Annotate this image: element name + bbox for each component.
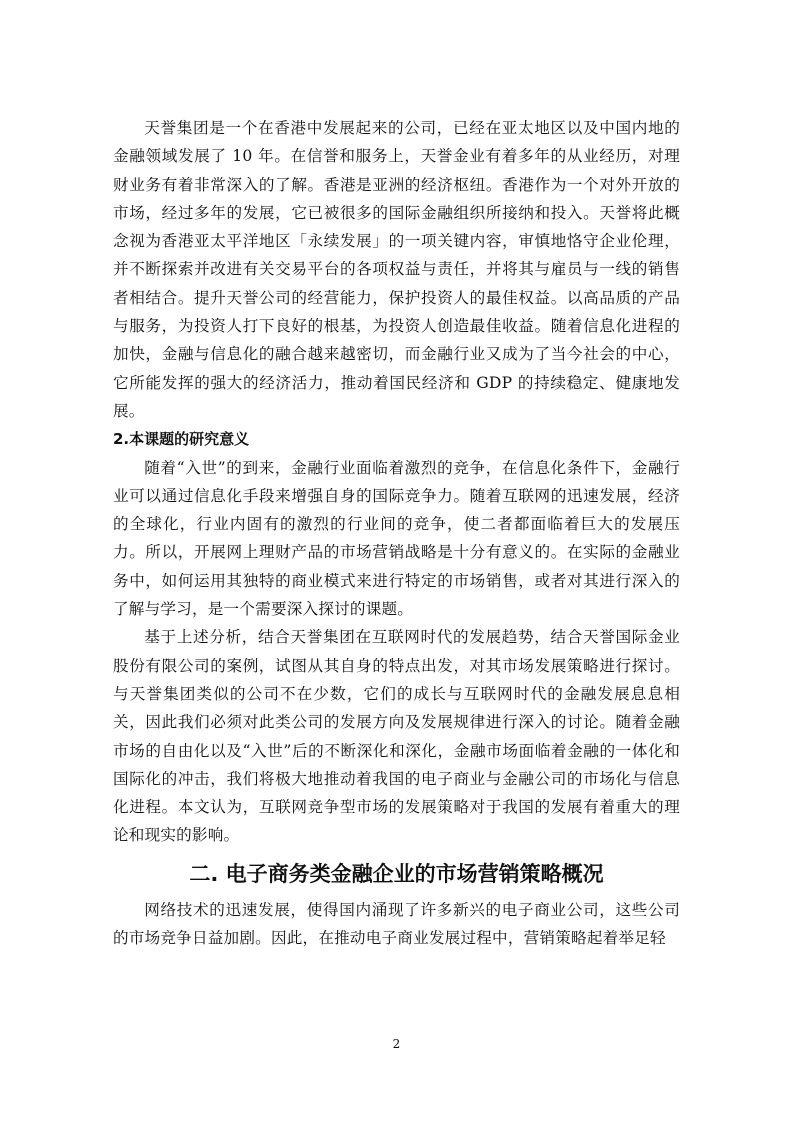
page-number: 2 — [392, 1037, 401, 1051]
document-body — [113, 114, 680, 952]
paragraph-network-technology: 网络技术的迅速发展，使得国内涌现了许多新兴的电子商业公司，这些公司的市场竞争日益加剧。因此，在推动电子商业发展过程中，营销策略起着举足轻 — [113, 900, 680, 948]
paragraph-analysis: 基于上述分析，结合天誉集团在互联网时代的发展趋势，结合天誉国际金业股份有限公司的案例，试图从其自身的特点出发，对其市场发展策略进行探讨。与天誉集团类似的公司不在少数，它们的成长与互联网时代的金融发展息息相关，因此我们必须对此类公司的发展方向及发展规律进行深入的讨论。随着金融市场的自由化以及“入世”后的不断深化和深化，金融市场面临着金融的一体化和国际化的冲击，我们将极大地推动着我国的电子商业与金融公司的市场化与信息化进程。本文认为，互联网竞争型市场的发展策略对于我国的发展有着重大的理论和现实的影响。 — [113, 628, 680, 845]
paragraph-wto-competition: 随着“入世”的到来，金融行业面临着激烈的竞争，在信息化条件下，金融行业可以通过信息化手段来增强自身的国际竞争力。随着互联网的迅速发展，经济的全球化，行业内固有的激烈的行业间的竞争，使二者都面临着巨大的发展压力。所以，开展网上理财产品的市场营销战略是十分有意义的。在实际的金融业务中，如何运用其独特的商业模式来进行特定的市场销售，或者对其进行深入的了解与学习，是一个需要深入探讨的课题。 — [113, 458, 680, 619]
subheading-research-significance: 2.本课题的研究意义 — [113, 430, 250, 449]
section-title-marketing-strategy: 二. 电子商务类金融企业的市场营销策略概况 — [189, 861, 604, 886]
paragraph-company-background: 天誉集团是一个在香港中发展起来的公司，已经在亚太地区以及中国内地的金融领域发展了 10 年。在信誉和服务上，天誉金业有着多年的从业经历，对理财业务有着非常深入的了解。香港是亚洲的经济枢纽。香港作为一个对外开放的市场，经过多年的发展，它已被很多的国际金融组织所接纳和投入。天誉将此概念视为香港亚太平洋地区「永续发展」的一项关键内容，审慎地恪守企业伦理，并不断探索并改进有关交易平台的各项权益与责任，并将其与雇员与一线的销售者相结合。提升天誉公司的经营能力，保护投资人的最佳权益。以高品质的产品与服务，为投资人打下良好的根基，为投资人创造最佳收益。随着信息化进程的加快，金融与信息化的融合越来越密切，而金融行业又成为了当今社会的中心，它所能发挥的强大的经济活力，推动着国民经济和 GDP 的持续稳定、健康地发展。 — [113, 119, 680, 420]
